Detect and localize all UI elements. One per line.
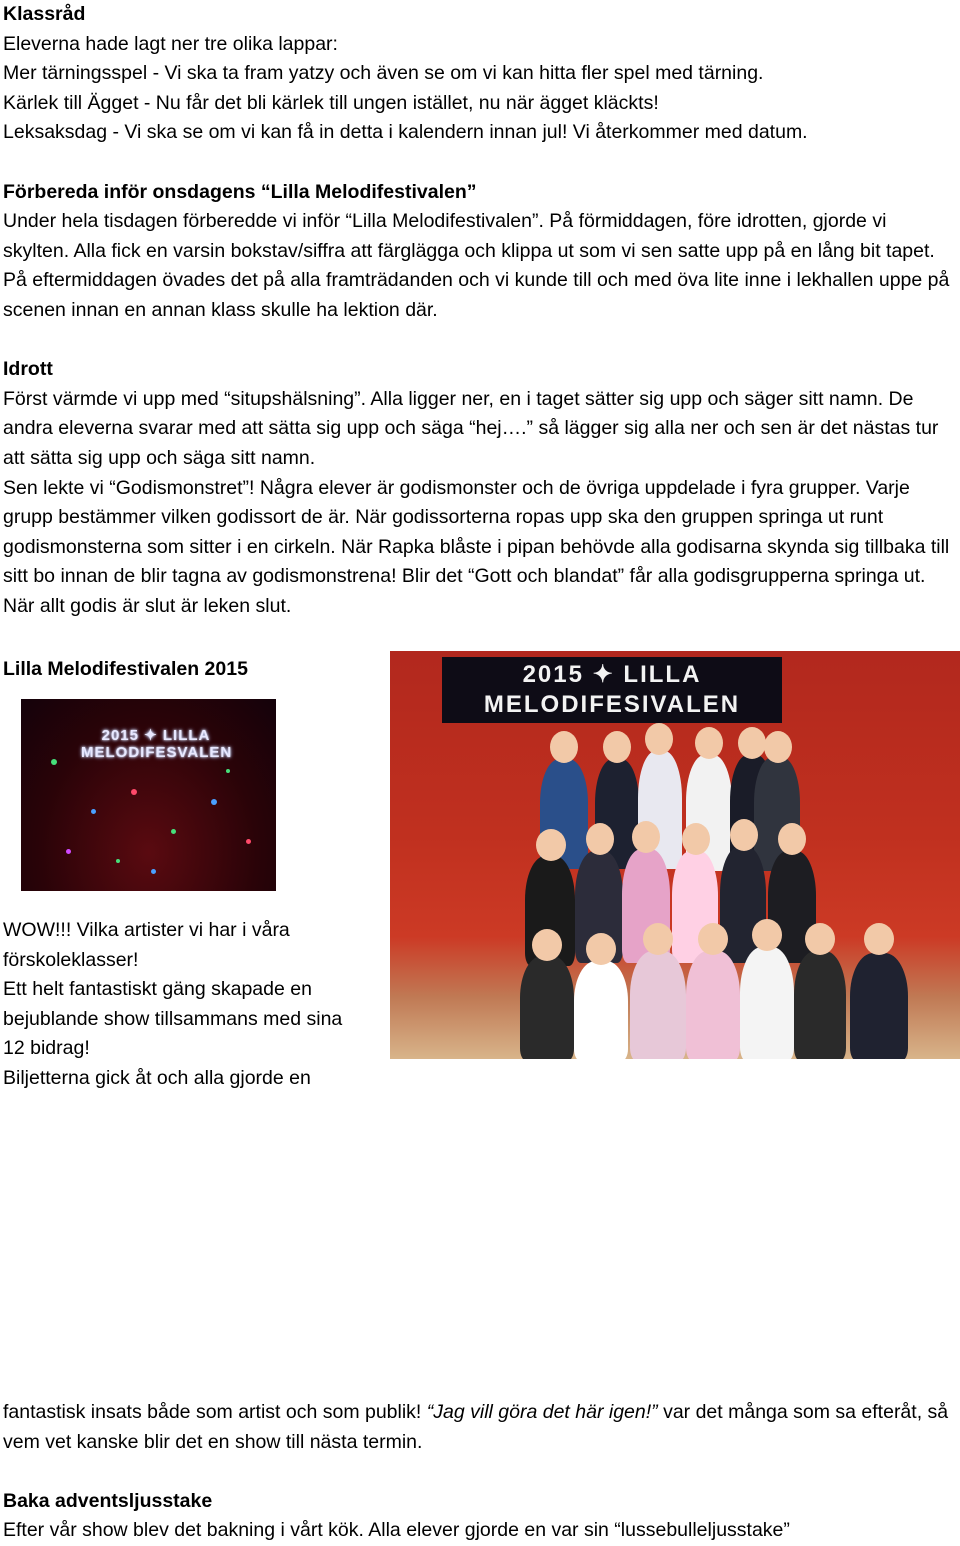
heading-idrott: Idrott — [3, 358, 53, 381]
caption-line: bejublande show tillsammans med sina — [3, 1007, 343, 1030]
child — [740, 947, 794, 1059]
child-head — [532, 929, 562, 961]
child-head — [586, 823, 614, 855]
disco-light — [211, 799, 217, 805]
child-head — [643, 923, 673, 955]
melodifestival-left-column — [3, 651, 403, 762]
child — [630, 951, 686, 1059]
klassrad-line: Leksaksdag - Vi ska se om vi kan få in detta i kalendern innan jul! Vi återkommer med datum. — [3, 121, 808, 144]
disco-light — [151, 869, 156, 874]
heading-forbereda: Förbereda inför onsdagens “Lilla Melodifestivalen” — [3, 180, 477, 203]
group-banner-text: 2015 ✦ LILLA MELODIFESIVALEN — [442, 657, 782, 723]
summary-text-start: fantastisk insats både som artist och som publik! — [3, 1401, 427, 1424]
klassrad-line: Eleverna hade lagt ner tre olika lappar: — [3, 32, 338, 55]
disco-light — [171, 829, 176, 834]
forbereda-paragraph: Under hela tisdagen förberedde vi inför “Lilla Melodifestivalen”. På förmiddagen, före idrotten, gjorde vi skylten. Alla fick en varsin bokstav/siffra att färglägga och klippa ut som vi sen satte upp på en lång bit tapet. — [3, 210, 935, 262]
klassrad-line: Mer tärningsspel - Vi ska ta fram yatzy och även se om vi kan hitta fler spel med tärning. — [3, 62, 764, 85]
forbereda-paragraph: På eftermiddagen övades det på alla framträdanden och vi kunde till och med öva lite inne i lekhallen uppe på scenen innan en annan klass skulle ha lektion där. — [3, 269, 950, 321]
caption-line: Biljetterna gick åt och alla gjorde en — [3, 1067, 311, 1090]
child-head — [695, 727, 723, 759]
child-head — [730, 819, 758, 851]
child — [520, 956, 574, 1059]
spacer — [3, 326, 955, 356]
child-head — [864, 923, 894, 955]
caption-block — [3, 916, 393, 1094]
child-head — [603, 731, 631, 763]
disco-light — [91, 809, 96, 814]
stage-banner-text: 2015 ✦ LILLA MELODIFESVALEN — [81, 727, 233, 762]
child-head — [586, 933, 616, 965]
idrott-paragraph: Sen lekte vi “Godismonstret”! Några elever är godismonster och de övriga uppdelade i fyra grupper. Varje grupp bestämmer vilken godissort de är. När godissorterna ropas upp ska den gruppen springa ut runt godismonsterna som sitter i en cirkeln. När Rapka blåste i pipan behövde alla godisarna skynda sig tillbaka till sitt bo innan de blir tagna av godismonstrena! Blir det “Gott och blandat” får alla godisgrupperna springa ut. När allt godis är slut är leken slut. — [3, 476, 950, 617]
caption-line: Ett helt fantastiskt gäng skapade en — [3, 978, 312, 1001]
heading-klassrad: Klassråd — [3, 3, 86, 25]
stage-photo — [21, 699, 276, 891]
child-head — [550, 731, 578, 763]
klassrad-line: Kärlek till Ägget - Nu får det bli kärlek till ungen istället, nu när ägget kläckts! — [3, 91, 659, 114]
caption-line: WOW!!! Vilka artister vi har i våra — [3, 919, 290, 942]
disco-light — [246, 839, 251, 844]
child-head — [752, 919, 782, 951]
heading-baka: Baka adventsljusstake — [3, 1489, 213, 1512]
spacer — [3, 148, 955, 178]
child-head — [536, 829, 566, 861]
child-head — [698, 923, 728, 955]
disco-light — [226, 769, 230, 773]
document — [3, 0, 955, 1546]
child-head — [738, 727, 766, 759]
summary-quote: “Jag vill göra det här igen!” — [426, 1401, 658, 1424]
child-head — [632, 821, 660, 853]
idrott-paragraph: Först värmde vi upp med “situpshälsning”. Alla ligger ner, en i taget sätter sig upp och säger sitt namn. De andra eleverna svarar med att sätta sig upp och säga “hej….” så lägger sig alla ner och sen är det nästas tur att sätta sig upp och säga sitt namn. — [3, 387, 939, 469]
child-head — [805, 923, 835, 955]
child — [686, 951, 740, 1059]
child-head — [764, 731, 792, 763]
child-head — [778, 823, 806, 855]
child — [794, 951, 846, 1059]
child — [574, 961, 628, 1059]
heading-lilla-melodifestivalen: Lilla Melodifestivalen 2015 — [3, 658, 248, 681]
disco-light — [116, 859, 120, 863]
spacer — [3, 621, 955, 651]
spacer — [3, 1457, 955, 1487]
baka-line: Efter vår show blev det bakning i vårt kök. Alla elever gjorde en var sin “lussebulleljusstake” — [3, 1519, 790, 1542]
group-photo — [390, 651, 960, 1059]
show-summary-paragraph — [3, 1398, 955, 1457]
disco-light — [51, 759, 57, 765]
disco-light — [131, 789, 137, 795]
child-head — [682, 823, 710, 855]
disco-light — [66, 849, 71, 854]
child — [850, 953, 908, 1059]
child-head — [645, 723, 673, 755]
melodifestival-section — [3, 651, 955, 1090]
summary-text-end: var det många som sa efteråt, så vem vet kanske blir det en show till nästa termin. — [3, 1401, 949, 1453]
caption-line: förskoleklasser! — [3, 948, 139, 971]
caption-line: 12 bidrag! — [3, 1037, 90, 1060]
